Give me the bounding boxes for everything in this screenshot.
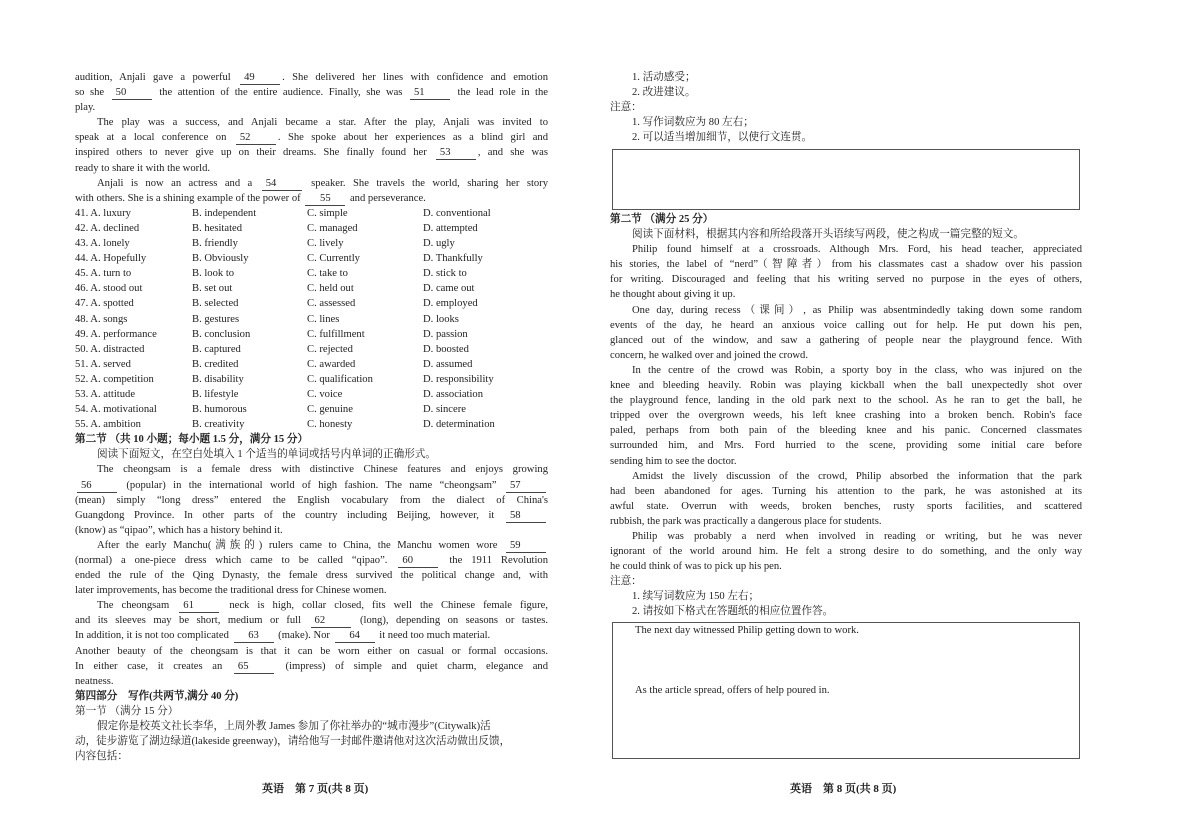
option-choice[interactable]: C. lively [307, 238, 344, 250]
option-row [75, 402, 548, 417]
section2-heading: 第二节 （共 10 小题；每小题 1.5 分，满分 15 分） [75, 434, 309, 446]
page-footer-8: 英语 第 8 页(共 8 页) [790, 783, 897, 795]
option-choice[interactable]: 49. A. performance [75, 328, 157, 340]
option-choice[interactable]: B. look to [192, 268, 235, 280]
option-choice[interactable]: B. lifestyle [192, 388, 239, 400]
philip-passage [610, 227, 1082, 574]
blank-60[interactable]: 60 [398, 555, 438, 568]
text-line: and its sleeves may be short, medium or full 62 (long), depending on seasons or tastes. [75, 615, 548, 627]
option-row [75, 236, 548, 251]
option-row [75, 387, 548, 402]
option-choice[interactable]: D. determination [423, 419, 495, 431]
cloze-options [75, 206, 548, 432]
option-choice[interactable]: D. ugly [423, 238, 455, 250]
option-row [75, 266, 548, 281]
option-choice[interactable]: C. take to [307, 268, 348, 280]
text-line: his stories, the label of “nerd”（智障者）from his classmates cast a shadow over his passion [610, 259, 1082, 271]
option-row [75, 281, 548, 296]
option-choice[interactable]: 52. A. competition [75, 373, 154, 385]
option-choice[interactable]: C. managed [307, 222, 358, 234]
option-choice[interactable]: B. gestures [192, 313, 240, 325]
option-choice[interactable]: 50. A. distracted [75, 343, 145, 355]
option-choice[interactable]: B. credited [192, 358, 239, 370]
option-choice[interactable]: 47. A. spotted [75, 298, 134, 310]
text-line: (know) as “qipao”, which has a history behind it. [75, 524, 283, 536]
option-row [75, 296, 548, 311]
text-line: sending him to see the doctor. [610, 455, 737, 467]
blank-52[interactable]: 52 [236, 132, 276, 145]
option-choice[interactable]: C. fulfillment [307, 328, 365, 340]
blank-59[interactable]: 59 [506, 540, 546, 553]
blank-54[interactable]: 54 [262, 178, 302, 191]
option-choice[interactable]: 53. A. attitude [75, 388, 136, 400]
option-choice[interactable]: B. set out [192, 283, 233, 295]
blank-58[interactable]: 58 [506, 510, 546, 523]
option-choice[interactable]: D. boosted [423, 343, 469, 355]
part4-heading: 第四部分 写作(共两节,满分 40 分) [75, 690, 239, 702]
text-line: Philip was probably a nerd when involved in reading or writing, but he was never [632, 530, 1082, 542]
option-choice[interactable]: D. employed [423, 298, 478, 310]
text-line: (mean) simply “long dress” entered the English vocabulary from the dialect of China's [75, 494, 548, 506]
option-row [75, 327, 548, 342]
text-line: paled, perhaps from both pain of the bleeding knee and his panic. Concerned classmates [610, 425, 1082, 437]
text-line: 内容包括： [75, 751, 128, 763]
content-item: 1. 活动感受； [632, 72, 696, 83]
text-line: Another beauty of the cheongsam is that it can be worn either on casual or formal occasions. [75, 645, 548, 657]
text-line: In the centre of the crowd was Robin, a sporty boy in the class, who was injured on the [632, 364, 1082, 376]
text-line: 动，徒步游览了湖边绿道(lakeside greenway)，请给他写一封邮件邀请他对这次活动做出反馈， [75, 736, 511, 748]
option-choice[interactable]: 55. A. ambition [75, 419, 141, 431]
note-item: 1. 续写词数应为 150 左右； [632, 591, 760, 603]
option-choice[interactable]: D. stick to [423, 268, 467, 280]
writing-task-prompt [75, 719, 548, 764]
text-line: neatness. [75, 675, 114, 687]
blank-49[interactable]: 49 [240, 72, 280, 85]
option-row [75, 372, 548, 387]
text-line: play. [75, 102, 96, 114]
option-row [75, 342, 548, 357]
text-line: 56 (popular) in the international world of high fashion. The name “cheongsam” 57 [75, 478, 548, 493]
option-choice[interactable]: B. independent [192, 207, 257, 219]
option-choice[interactable]: B. disability [192, 373, 244, 385]
option-choice[interactable]: C. awarded [307, 358, 356, 370]
blank-55[interactable]: 55 [305, 193, 345, 206]
text-line: Amidst the lively discussion of the crowd, Philip absorbed the information that the park [632, 470, 1082, 482]
text-line: After the early Manchu(满族的) rulers came to China, the Manchu women wore 59 [75, 538, 548, 553]
text-line: rubbish, the park was practically a dangerous place for students. [610, 515, 882, 527]
blank-56[interactable]: 56 [77, 480, 117, 493]
option-choice[interactable]: B. captured [192, 343, 241, 355]
option-choice[interactable]: C. Currently [307, 253, 360, 265]
option-row [75, 251, 548, 266]
continuation-section [610, 212, 1082, 620]
option-choice[interactable]: D. Thankfully [423, 253, 483, 265]
option-choice[interactable]: 45. A. turn to [75, 268, 132, 280]
blank-62[interactable]: 62 [311, 615, 351, 628]
section2-heading-right: 第二节 （满分 25 分） [610, 214, 714, 225]
option-choice[interactable]: D. conventional [423, 207, 491, 219]
text-line: The cheongsam 61 neck is high, collar closed, fits well the Chinese female figure, [97, 600, 548, 612]
left-page [75, 70, 548, 764]
option-choice[interactable]: D. came out [423, 283, 475, 295]
option-choice[interactable]: 51. A. served [75, 358, 131, 370]
note-item: 1. 写作词数应为 80 左右； [632, 117, 754, 129]
text-line: audition, Anjali gave a powerful 49 . She delivered her lines with confidence and emotion [75, 72, 548, 83]
cheongsam-passage [75, 447, 548, 689]
option-choice[interactable]: B. selected [192, 298, 239, 310]
option-choice[interactable]: D. association [423, 388, 484, 400]
text-line: (normal) a one-piece dress which came to be called “qipao”. 60 the 1911 Revolution [75, 555, 548, 566]
option-row [75, 221, 548, 236]
content-item: 2. 改进建议。 [632, 87, 696, 99]
text-line: inspired others to never give up on their dreams. She finally found her 53 , and she was [75, 147, 548, 159]
option-choice[interactable]: D. responsibility [423, 373, 494, 385]
text-line: Philip found himself at a crossroads. Although Mrs. Ford, his head teacher, appreciated [632, 244, 1082, 256]
text-line: had been abandoned for ages. Turning his attention to the park, he was astonished at its [610, 485, 1082, 497]
blank-50[interactable]: 50 [112, 87, 152, 100]
option-choice[interactable]: C. held out [307, 283, 354, 295]
option-choice[interactable]: 48. A. songs [75, 313, 128, 325]
blank-61[interactable]: 61 [179, 600, 219, 613]
option-choice[interactable]: C. voice [307, 388, 343, 400]
text-line: the playground fence, landing in the old park next to the school. As he ran to get the ball, he [610, 395, 1082, 407]
blank-53[interactable]: 53 [436, 147, 476, 160]
text-line: later improvements, has become the traditional dress for Chinese women. [75, 585, 387, 597]
option-choice[interactable]: 42. A. declined [75, 222, 140, 234]
right-page [610, 70, 1082, 145]
passage-anjali [75, 70, 548, 206]
text-line: with others. She is a shining example of the power of 55 and perseverance. [75, 192, 426, 204]
note-item: 2. 可以适当增加细节，以使行文连贯。 [632, 132, 813, 144]
option-choice[interactable]: 44. A. Hopefully [75, 253, 147, 265]
option-row [75, 417, 548, 432]
option-choice[interactable]: 54. A. motivational [75, 404, 157, 416]
answer-box-continuation[interactable] [612, 622, 1080, 759]
option-choice[interactable]: B. Obviously [192, 253, 249, 265]
text-line: ready to share it with the world. [75, 162, 211, 174]
option-choice[interactable]: C. lines [307, 313, 340, 325]
option-choice[interactable]: D. looks [423, 313, 459, 325]
text-line: so she 50 the attention of the entire audience. Finally, she was 51 the lead role in the [75, 87, 548, 99]
text-line: In either case, it creates an 65 (impress) of simple and quiet charm, elegance and [75, 660, 548, 672]
text-line: speak at a local conference on 52 . She spoke about her experiences as a blind girl and [75, 132, 548, 144]
option-choice[interactable]: B. conclusion [192, 328, 251, 340]
text-line: he thought about giving it up. [610, 289, 736, 301]
option-choice[interactable]: B. creativity [192, 419, 245, 431]
text-line: One day, during recess（课间）, as Philip was absentmindedly taking down some random [632, 304, 1082, 316]
option-choice[interactable]: B. humorous [192, 404, 247, 416]
option-choice[interactable]: C. rejected [307, 343, 353, 355]
option-choice[interactable]: D. passion [423, 328, 468, 340]
text-line: tripped over the overgrown weeds, his left knee crashing into a broken bench. Robin's face [610, 410, 1082, 422]
text-line: he could think of was to pick up his pen. [610, 561, 782, 573]
blank-63[interactable]: 63 [234, 630, 274, 643]
option-choice[interactable]: B. friendly [192, 238, 238, 250]
option-choice[interactable]: C. honesty [307, 419, 353, 431]
option-choice[interactable]: D. assumed [423, 358, 473, 370]
note-item: 2. 请按如下格式在答题纸的相应位置作答。 [632, 606, 834, 618]
option-choice[interactable]: 43. A. lonely [75, 238, 130, 250]
answer-box-email[interactable] [612, 149, 1080, 210]
part4-section1-heading: 第一节 （满分 15 分） [75, 705, 179, 717]
text-line: The cheongsam is a female dress with distinctive Chinese features and enjoys growing [97, 464, 548, 476]
text-line: 阅读下面短文，在空白处填入 1 个适当的单词或括号内单词的正确形式。 [97, 449, 436, 461]
text-line: 阅读下面材料，根据其内容和所给段落开头语续写两段，使之构成一篇完整的短文。 [632, 229, 1024, 241]
text-line: knee and bleeding heavily. Robin was playing kickball when the ball unexpectedly shot over [610, 380, 1082, 392]
option-choice[interactable]: D. sincere [423, 404, 466, 416]
paragraph-start-1: The next day witnessed Philip getting down to work. [635, 625, 859, 636]
option-choice[interactable]: C. genuine [307, 404, 353, 416]
option-choice[interactable]: 46. A. stood out [75, 283, 143, 295]
option-choice[interactable]: D. attempted [423, 222, 478, 234]
option-choice[interactable]: C. qualification [307, 373, 373, 385]
text-line: events of the day, he heard an anxious voice calling out for help. He put down his pen, [610, 319, 1082, 331]
note-label: 注意： [610, 576, 642, 588]
note-label: 注意： [610, 102, 642, 114]
option-choice[interactable]: C. assessed [307, 298, 356, 310]
option-choice[interactable]: 41. A. luxury [75, 207, 131, 219]
blank-51[interactable]: 51 [410, 87, 450, 100]
text-line: for writing. Discouraged and feeling that his writing served no purpose in the eyes of others, [610, 274, 1082, 286]
blank-64[interactable]: 64 [335, 630, 375, 643]
text-line: awful state. Overrun with weeds, broken benches, rusty sports facilities, and scattered [610, 500, 1082, 512]
option-choice[interactable]: B. hesitated [192, 222, 243, 234]
paragraph-start-2: As the article spread, offers of help poured in. [635, 685, 830, 696]
option-row [75, 357, 548, 372]
page-footer-7: 英语 第 7 页(共 8 页) [262, 783, 369, 795]
option-row [75, 312, 548, 327]
text-line: 假定你是校英文社长李华，上周外教 James 参加了你社举办的“城市漫步”(Citywalk)活 [97, 721, 491, 733]
blank-65[interactable]: 65 [234, 661, 274, 674]
text-line: glanced out of the window, and saw a gathering of people near the playground fence. With [610, 334, 1082, 346]
text-line: Anjali is now an actress and a 54 speaker. She travels the world, sharing her story [97, 177, 548, 189]
text-line: In addition, it is not too complicated 63 (make). Nor 64 it need too much material. [75, 630, 491, 642]
option-choice[interactable]: C. simple [307, 207, 348, 219]
text-line: ended the rule of the Qing Dynasty, the female dress survived the political change and, with [75, 570, 548, 582]
blank-57[interactable]: 57 [506, 480, 546, 493]
text-line: ignorant of the world around him. He felt a strong desire to do something, and the only way [610, 546, 1082, 558]
text-line: The play was a success, and Anjali became a star. After the play, Anjali was invited to [97, 117, 548, 129]
option-row [75, 206, 548, 221]
text-line: concern, he walked over and joined the crowd. [610, 349, 808, 361]
text-line: surrounded him, and Mrs. Ford hurried to the scene, providing some initial care before [610, 440, 1082, 452]
text-line: Guangdong Province. In other parts of the country including Beijing, however, it 58 [75, 508, 548, 523]
